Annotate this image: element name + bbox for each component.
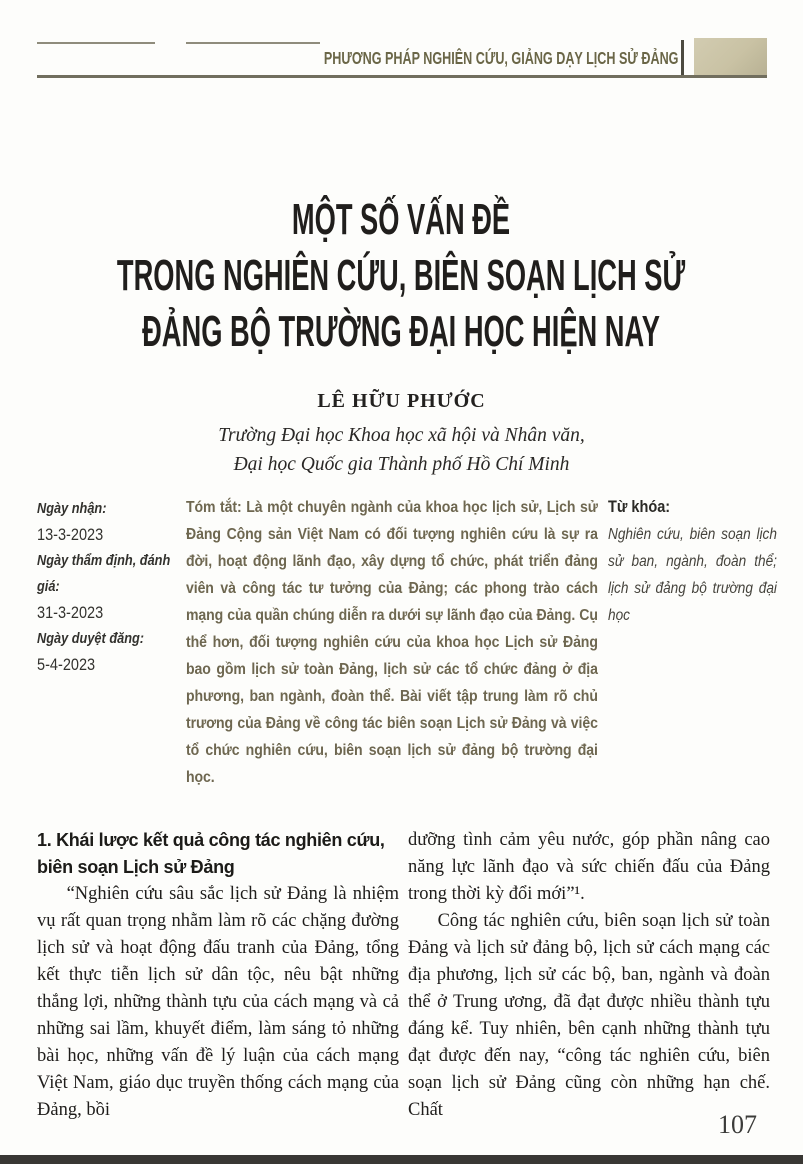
date-approved xyxy=(37,626,185,678)
abstract-block xyxy=(186,494,598,791)
page-bottom-scan-edge xyxy=(0,1155,803,1164)
top-rule-segment-left xyxy=(37,42,155,44)
top-rule-segment-right xyxy=(186,42,320,44)
date-approved-value: 5-4-2023 xyxy=(37,656,96,674)
article-title-line-1: MỘT SỐ VẤN ĐỀ xyxy=(291,195,511,244)
abstract-label: Tóm tắt: xyxy=(186,499,242,516)
article-title-line-3: ĐẢNG BỘ TRƯỜNG ĐẠI HỌC HIỆN NAY xyxy=(142,307,660,356)
body-column-right xyxy=(408,827,770,1124)
header-vertical-divider xyxy=(681,40,684,78)
keywords-text: Nghiên cứu, biên soạn lịch sử ban, ngành, đoàn thể; lịch sử đảng bộ trường đại học xyxy=(608,526,777,624)
affiliation-line-2: Đại học Quốc gia Thành phố Hồ Chí Minh xyxy=(233,454,570,475)
date-received-label: Ngày nhận: xyxy=(37,501,107,517)
header-bottom-rule xyxy=(37,75,767,78)
keywords-block xyxy=(608,494,777,629)
section-heading: 1. Khái lược kết quả công tác nghiên cứu, biên soạn Lịch sử Đảng xyxy=(37,830,385,877)
keywords-label: Từ khóa: xyxy=(608,498,671,516)
article-title-line-2: TRONG NGHIÊN CỨU, BIÊN SOẠN LỊCH SỬ xyxy=(116,251,686,300)
date-received xyxy=(37,496,185,548)
date-received-value: 13-3-2023 xyxy=(37,526,104,544)
journal-section-title: PHƯƠNG PHÁP NGHIÊN CỨU, GIẢNG DẠY LỊCH SỬ ĐẢNG xyxy=(323,48,678,68)
author-name: LÊ HỮU PHƯỚC xyxy=(317,390,486,412)
body-paragraph: Công tác nghiên cứu, biên soạn lịch sử toàn Đảng và lịch sử đảng bộ, lịch sử cách mạng các địa phương, lịch sử các bộ, ban, ngành và đoàn thể ở Trung ương, đã đạt được nhiều thành tựu đáng kể. Tuy nhiên, bên cạnh những thành tựu đạt được đến nay, “công tác nghiên cứu, biên soạn lịch sử Đảng cũng còn những hạn chế. Chất xyxy=(408,911,770,1120)
submission-dates xyxy=(37,496,185,678)
date-reviewed-label: Ngày thẩm định, đánh giá: xyxy=(37,553,171,595)
body-paragraph: “Nghiên cứu sâu sắc lịch sử Đảng là nhiệm vụ rất quan trọng nhằm làm rõ các chặng đường lịch sử và hoạt động đấu tranh của Đảng, tổng kết thực tiễn lịch sử dân tộc, nêu bật những thắng lợi, những thành tựu của cách mạng và cả những sai lầm, khuyết điểm, làm sáng tỏ những bài học, những vấn đề lý luận của cách mạng Việt Nam, giáo dục truyền thống cách mạng của Đảng, bồi xyxy=(37,884,399,1120)
body-column-left xyxy=(37,827,399,1124)
page-number: 107 xyxy=(718,1110,757,1139)
affiliation-line-1: Trường Đại học Khoa học xã hội và Nhân văn, xyxy=(218,425,585,446)
article-title xyxy=(29,192,773,360)
date-reviewed xyxy=(37,548,185,626)
date-reviewed-value: 31-3-2023 xyxy=(37,604,104,622)
body-paragraph: dưỡng tình cảm yêu nước, góp phần nâng cao năng lực lãnh đạo và sức chiến đấu của Đảng trong thời kỳ đổi mới”¹. xyxy=(408,830,770,904)
header-accent-block xyxy=(694,38,767,78)
date-approved-label: Ngày duyệt đăng: xyxy=(37,631,145,647)
abstract-text: Là một chuyên ngành của khoa học lịch sử, Lịch sử Đảng Cộng sản Việt Nam có đối tượng nghiên cứu là sự ra đời, hoạt động lãnh đạo, xây dựng tổ chức, phát triển đảng viên và công tác tư tưởng của Đảng; các phong trào cách mạng của quần chúng diễn ra dưới sự lãnh đạo của Đảng. Cụ thể hơn, đối tượng nghiên cứu của khoa học Lịch sử Đảng bao gồm lịch sử toàn Đảng, lịch sử các tổ chức đảng ở địa phương, ban ngành, đoàn thể. Bài viết tập trung làm rõ chủ trương của Đảng về công tác biên soạn Lịch sử Đảng và việc tổ chức nghiên cứu, biên soạn lịch sử đảng bộ trường đại học. xyxy=(186,499,598,786)
author-affiliation xyxy=(35,421,768,479)
